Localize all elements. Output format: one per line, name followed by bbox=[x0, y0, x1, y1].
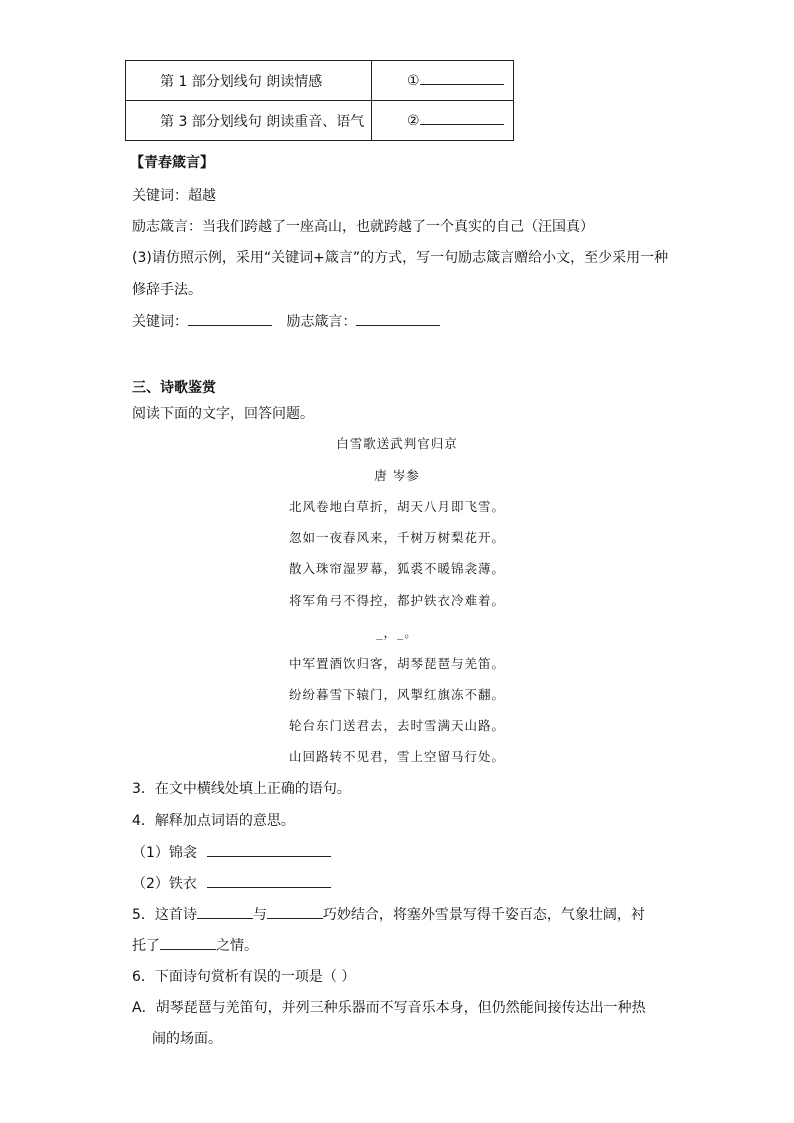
table-row bbox=[126, 61, 514, 101]
poem-line: 散入珠帘湿罗幕，狐裘不暖锦衾薄。 bbox=[288, 561, 505, 576]
option-a-line-2: 闹的场面。 bbox=[152, 1031, 222, 1047]
motto-label: 励志箴言： bbox=[286, 314, 357, 330]
keyword-label: 关键词： bbox=[132, 314, 188, 330]
question-3-line-2: 修辞手法。 bbox=[132, 282, 202, 298]
answer-number: ② bbox=[407, 112, 420, 129]
question-3-line-1: (3)请仿照示例，采用“关键词+箴言”的方式，写一句励志箴言赠给小文，至少采用一种 bbox=[132, 250, 669, 266]
poem-line: 中军置酒饮归客，胡琴琵琶与羌笛。 bbox=[288, 656, 505, 671]
table-cell-answer[interactable] bbox=[372, 101, 514, 141]
question-5-text: 巧妙结合，将塞外雪景写得千姿百态，气象壮阔，衬 bbox=[322, 907, 645, 923]
question-5-text: 与 bbox=[252, 907, 267, 923]
poem-line: 轮台东门送君去，去时雪满天山路。 bbox=[288, 718, 505, 733]
question-5-text: 之情。 bbox=[216, 938, 258, 954]
answer-table bbox=[125, 60, 514, 141]
answer-blank[interactable] bbox=[267, 918, 323, 919]
option-a-line-1: A．胡琴琵琶与羌笛句，并列三种乐器而不写音乐本身，但仍然能间接传达出一种热 bbox=[132, 1000, 646, 1016]
keyword-line: 关键词：超越 bbox=[132, 188, 216, 204]
answer-blank[interactable] bbox=[197, 918, 253, 919]
example-motto: 励志箴言：当我们跨越了一座高山，也就跨越了一个真实的自己（汪国真） bbox=[132, 219, 594, 235]
poem-line: 北风卷地白草折，胡天八月即飞雪。 bbox=[288, 499, 505, 514]
question-4-2-label: （2）铁衣 bbox=[132, 876, 197, 892]
question-6: 6．下面诗句赏析有误的一项是（ ） bbox=[132, 969, 356, 985]
motto-heading: 【青春箴言】 bbox=[130, 155, 214, 171]
answer-blank[interactable] bbox=[207, 856, 331, 857]
question-5-line-1 bbox=[132, 904, 645, 924]
poem-line: 山回路转不见君，雪上空留马行处。 bbox=[288, 749, 505, 764]
answer-blank[interactable] bbox=[207, 887, 331, 888]
motto-blank[interactable] bbox=[356, 325, 440, 326]
poem-author: 唐 岑参 bbox=[374, 468, 420, 483]
answer-number: ① bbox=[407, 72, 420, 89]
answer-blank[interactable] bbox=[160, 949, 216, 950]
section-instruction: 阅读下面的文字，回答问题。 bbox=[132, 406, 314, 422]
question-5-line-2 bbox=[132, 935, 258, 955]
answer-row bbox=[132, 311, 440, 331]
question-3: 3．在文中横线处填上正确的语句。 bbox=[132, 781, 351, 797]
table-cell-label: 第 3 部分划线句 朗读重音、语气 bbox=[126, 101, 372, 141]
question-5-text: 托了 bbox=[132, 938, 160, 954]
question-4-1 bbox=[132, 842, 331, 862]
poem-title: 白雪歌送武判官归京 bbox=[336, 436, 458, 451]
question-4-2 bbox=[132, 873, 331, 893]
poem-line: 将军角弓不得控，都护铁衣冷难着。 bbox=[288, 593, 505, 608]
table-cell-label: 第 1 部分划线句 朗读情感 bbox=[126, 61, 372, 101]
section-heading: 三、诗歌鉴赏 bbox=[132, 380, 216, 396]
answer-blank[interactable] bbox=[420, 84, 504, 85]
table-row bbox=[126, 101, 514, 141]
question-4-1-label: （1）锦衾 bbox=[132, 845, 197, 861]
poem-line: 忽如一夜春风来，千树万树梨花开。 bbox=[288, 530, 505, 545]
question-4: 4．解释加点词语的意思。 bbox=[132, 813, 295, 829]
poem-line: 纷纷暮雪下辕门，风掣红旗冻不翻。 bbox=[288, 687, 505, 702]
keyword-blank[interactable] bbox=[188, 325, 272, 326]
poem-missing-line: _，_。 bbox=[376, 625, 418, 640]
table-cell-answer[interactable] bbox=[372, 61, 514, 101]
question-5-text: 5．这首诗 bbox=[132, 907, 197, 923]
answer-blank[interactable] bbox=[420, 124, 504, 125]
